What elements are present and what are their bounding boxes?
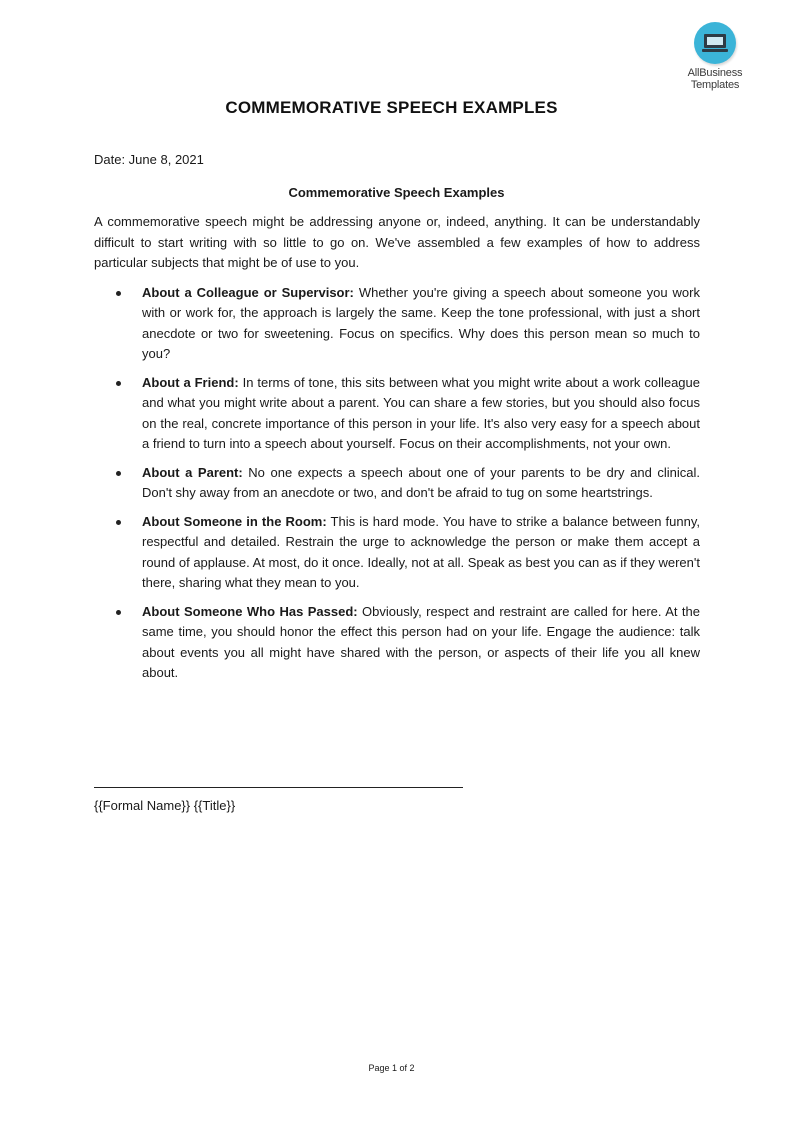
list-item-heading: About a Parent: — [142, 464, 243, 480]
list-item-text: This is hard mode. You have to strike a balance between funny, respectful and detailed. Restrain the urge to acknowledge the person or make them accept a round of applause. At most, do it once. Ideally, not at all. Speak as best you can as if they weren't there, sharing what they mean to you. — [142, 513, 700, 590]
bullet-icon — [116, 520, 121, 525]
logo-text-line1: AllBusiness — [687, 67, 743, 79]
bullet-icon — [116, 471, 121, 476]
list-item — [94, 283, 700, 365]
list-item — [94, 512, 700, 594]
list-item-heading: About Someone Who Has Passed: — [142, 603, 358, 619]
document-title: COMMEMORATIVE SPEECH EXAMPLES — [225, 98, 558, 117]
list-item — [94, 463, 700, 504]
list-item-text: No one expects a speech about one of your parents to be dry and clinical. Don't shy away from an anecdote or two, and don't be afraid to tug on some heartstrings. — [142, 464, 700, 500]
page-number: Page 1 of 2 — [368, 1063, 415, 1073]
speech-examples-list — [94, 283, 700, 684]
list-item — [94, 602, 700, 684]
list-item-heading: About a Colleague or Supervisor: — [142, 284, 354, 300]
list-item-text: Obviously, respect and restraint are called for here. At the same time, you should honor the effect this person had on your life. Engage the audience: talk about events you all might have shared with the person, or aspects of their life you all knew about. — [142, 603, 700, 680]
document-date: Date: June 8, 2021 — [94, 152, 204, 167]
document-body — [94, 212, 700, 692]
company-logo — [680, 22, 750, 91]
intro-paragraph: A commemorative speech might be addressing anyone or, indeed, anything. It can be understandably difficult to start writing with so little to go on. We've assembled a few examples of how to address particular subjects that might be of use to you. — [94, 214, 700, 270]
signature-name: {{Formal Name}} {{Title}} — [94, 798, 236, 813]
laptop-icon — [694, 22, 736, 64]
list-item-heading: About Someone in the Room: — [142, 513, 327, 529]
bullet-icon — [116, 291, 121, 296]
list-item-text: Whether you're giving a speech about someone you work with or work for, the approach is largely the same. Keep the tone professional, with just a short anecdote or two for sweetening. Focus on specifics. Why does this person mean so much to you? — [142, 284, 700, 361]
logo-text-line2: Templates — [690, 79, 740, 91]
list-item-text: In terms of tone, this sits between what you might write about a work colleague and what you might write about a parent. You can share a few stories, but you should also focus on the real, concrete importance of this person in your life. It's also very easy for a speech about a friend to turn into a speech about yourself. Focus on their accomplishments, not your own. — [142, 374, 700, 451]
list-item — [94, 373, 700, 455]
bullet-icon — [116, 381, 121, 386]
document-subtitle: Commemorative Speech Examples — [288, 185, 505, 200]
signature-line — [94, 787, 463, 788]
logo-text — [680, 67, 750, 91]
list-item-heading: About a Friend: — [142, 374, 239, 390]
bullet-icon — [116, 610, 121, 615]
